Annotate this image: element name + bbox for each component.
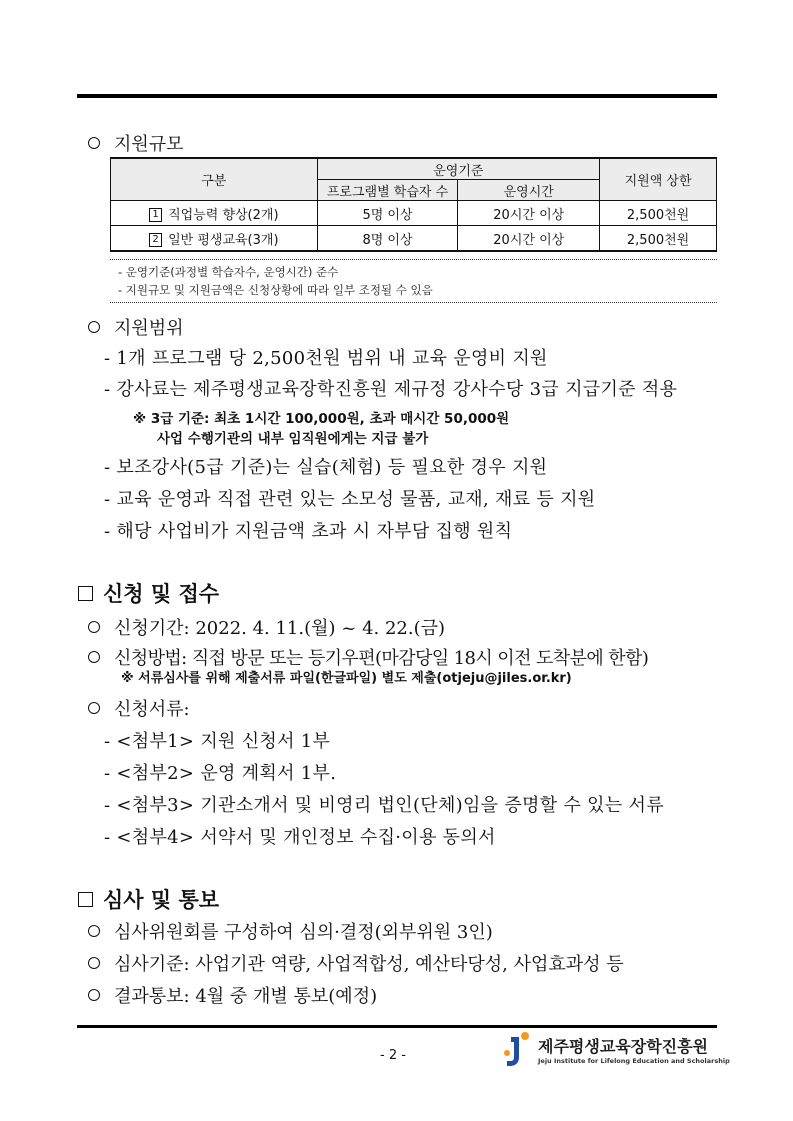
application-heading: 신청 및 접수 [78, 578, 219, 608]
footer-rule [77, 1025, 717, 1028]
method-note: ※ 서류심사를 위해 제출서류 파일(한글파일) 별도 제출(otjeju@jiles.or.kr) [121, 671, 572, 686]
doc-item: - <첨부4> 서약서 및 개인정보 수집·이용 동의서 [104, 827, 496, 848]
header-rule [77, 94, 717, 98]
range-item: - 1개 프로그램 당 2,500천원 범위 내 교육 운영비 지원 [104, 348, 548, 369]
row-number-box: 2 [149, 233, 162, 247]
square-bullet-icon [78, 586, 93, 601]
doc-item: - <첨부3> 기관소개서 및 비영리 법인(단체)임을 증명할 수 있는 서류 [104, 795, 664, 816]
circle-bullet-icon [88, 925, 100, 937]
circle-bullet-icon [88, 621, 100, 633]
circle-bullet-icon [88, 137, 100, 149]
range-item: - 교육 운영과 직접 관련 있는 소모성 물품, 교재, 재료 등 지원 [104, 489, 596, 510]
doc-item: - <첨부1> 지원 신청서 1부 [104, 731, 331, 752]
circle-bullet-icon [88, 702, 100, 714]
table-row [111, 226, 717, 252]
range-item: - 강사료는 제주평생교육장학진흥원 제규정 강사수당 3급 지급기준 적용 [104, 379, 678, 400]
square-bullet-icon [78, 892, 93, 907]
row-number-box: 1 [149, 208, 162, 222]
scale-note: - 지원규모 및 지원금액은 신청상황에 따라 일부 조정될 수 있음 [118, 283, 433, 297]
doc-item: - <첨부2> 운영 계획서 1부. [104, 763, 337, 784]
table-row [111, 201, 717, 226]
row-hours: 20시간 이상 [458, 226, 600, 252]
application-docs-title: 신청서류: [88, 695, 190, 721]
rate-note-line2: 사업 수행기관의 내부 임직원에게는 지급 불가 [157, 431, 429, 447]
header-learners: 프로그램별 학습자 수 [317, 180, 458, 201]
notes-top-divider [110, 259, 717, 260]
support-scale-table [110, 157, 717, 252]
row-learners: 5명 이상 [317, 201, 458, 226]
logo-dot-orange-small [504, 1050, 510, 1056]
org-name-english: Jeju Institute for Lifelong Education and Scholarship [538, 1057, 730, 1065]
review-item: 심사위원회를 구성하여 심의·결정(외부위원 3인) [88, 918, 493, 944]
table-header-row [111, 158, 717, 180]
notes-bottom-divider [110, 302, 717, 303]
range-item: - 해당 사업비가 지원금액 초과 시 자부담 집행 원칙 [104, 521, 513, 542]
review-heading: 심사 및 통보 [78, 884, 219, 914]
logo-dot-orange [521, 1032, 529, 1040]
row-hours: 20시간 이상 [458, 201, 600, 226]
range-item: - 보조강사(5급 기준)는 실습(체험) 등 필요한 경우 지원 [104, 457, 548, 478]
review-item: 결과통보: 4월 중 개별 통보(예정) [88, 982, 377, 1008]
application-method: 신청방법: 직접 방문 또는 등기우편(마감당일 18시 이전 도착분에 한함) [88, 644, 648, 670]
support-scale-heading: 지원규모 [88, 130, 184, 156]
circle-bullet-icon [88, 957, 100, 969]
header-criteria: 운영기준 [317, 158, 600, 180]
circle-bullet-icon [88, 321, 100, 333]
row-name: 직업능력 향상(2개) [168, 207, 279, 223]
row-category [111, 226, 318, 252]
circle-bullet-icon [88, 989, 100, 1001]
page-number: - 2 - [380, 1048, 406, 1063]
header-hours: 운영시간 [458, 180, 600, 201]
header-limit: 지원액 상한 [600, 158, 717, 201]
row-limit: 2,500천원 [600, 201, 717, 226]
row-category [111, 201, 318, 226]
circle-bullet-icon [88, 651, 100, 663]
org-name: 제주평생교육장학진흥원 [538, 1037, 709, 1056]
scale-note: - 운영기준(과정별 학습자수, 운영시간) 준수 [118, 265, 339, 279]
row-name: 일반 평생교육(3개) [168, 232, 279, 248]
org-logo-svg [503, 1031, 533, 1069]
row-limit: 2,500천원 [600, 226, 717, 252]
row-learners: 8명 이상 [317, 226, 458, 252]
header-category: 구분 [111, 158, 318, 201]
rate-note-line1: ※ 3급 기준: 최초 1시간 100,000원, 초과 매시간 50,000원 [133, 411, 510, 427]
org-logo-icon [503, 1031, 533, 1069]
application-period: 신청기간: 2022. 4. 11.(월) ~ 4. 22.(금) [88, 614, 445, 640]
review-item: 심사기준: 사업기관 역량, 사업적합성, 예산타당성, 사업효과성 등 [88, 950, 624, 976]
support-range-heading: 지원범위 [88, 314, 184, 340]
